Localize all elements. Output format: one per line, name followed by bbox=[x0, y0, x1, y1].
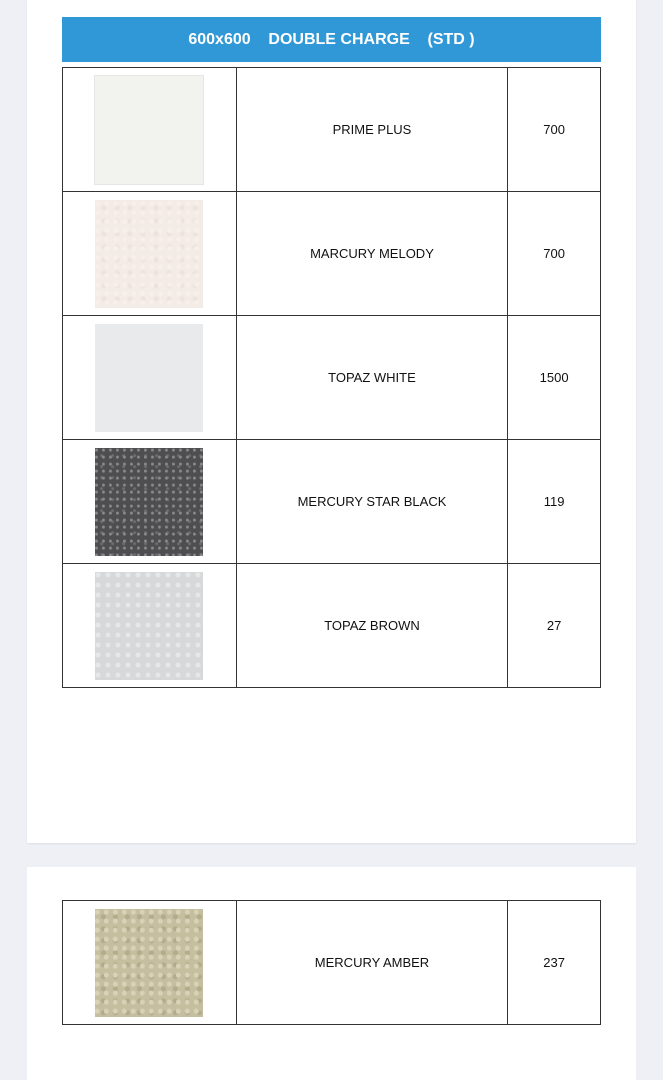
table-header-title: 600x600 DOUBLE CHARGE (STD ) bbox=[62, 17, 601, 62]
tile-name: PRIME PLUS bbox=[236, 68, 507, 192]
tile-name: MARCURY MELODY bbox=[236, 192, 507, 316]
tile-image bbox=[95, 448, 203, 556]
table-row bbox=[63, 68, 601, 192]
tile-quantity: 700 bbox=[508, 68, 601, 192]
tile-name: TOPAZ BROWN bbox=[236, 564, 507, 688]
tile-table bbox=[62, 67, 601, 688]
tile-quantity: 700 bbox=[508, 192, 601, 316]
table-row bbox=[63, 901, 601, 1025]
table-row bbox=[63, 316, 601, 440]
tile-quantity: 237 bbox=[508, 901, 601, 1025]
document-page-1 bbox=[27, 0, 636, 843]
table-row bbox=[63, 440, 601, 564]
tile-image bbox=[95, 324, 203, 432]
tile-image-cell bbox=[63, 316, 237, 440]
tile-image-cell bbox=[63, 192, 237, 316]
tile-quantity: 27 bbox=[508, 564, 601, 688]
tile-quantity: 119 bbox=[508, 440, 601, 564]
tile-name: MERCURY STAR BLACK bbox=[236, 440, 507, 564]
tile-image-cell bbox=[63, 68, 237, 192]
tile-image bbox=[95, 572, 203, 680]
table-row bbox=[63, 192, 601, 316]
document-page-2 bbox=[27, 867, 636, 1080]
tile-image-cell bbox=[63, 440, 237, 564]
table-row bbox=[63, 564, 601, 688]
tile-name: TOPAZ WHITE bbox=[236, 316, 507, 440]
tile-image bbox=[95, 909, 203, 1017]
tile-image-cell bbox=[63, 564, 237, 688]
tile-image-cell bbox=[63, 901, 237, 1025]
tile-table bbox=[62, 900, 601, 1025]
tile-image bbox=[94, 75, 204, 185]
tile-name: MERCURY AMBER bbox=[236, 901, 507, 1025]
tile-quantity: 1500 bbox=[508, 316, 601, 440]
tile-image bbox=[95, 200, 203, 308]
